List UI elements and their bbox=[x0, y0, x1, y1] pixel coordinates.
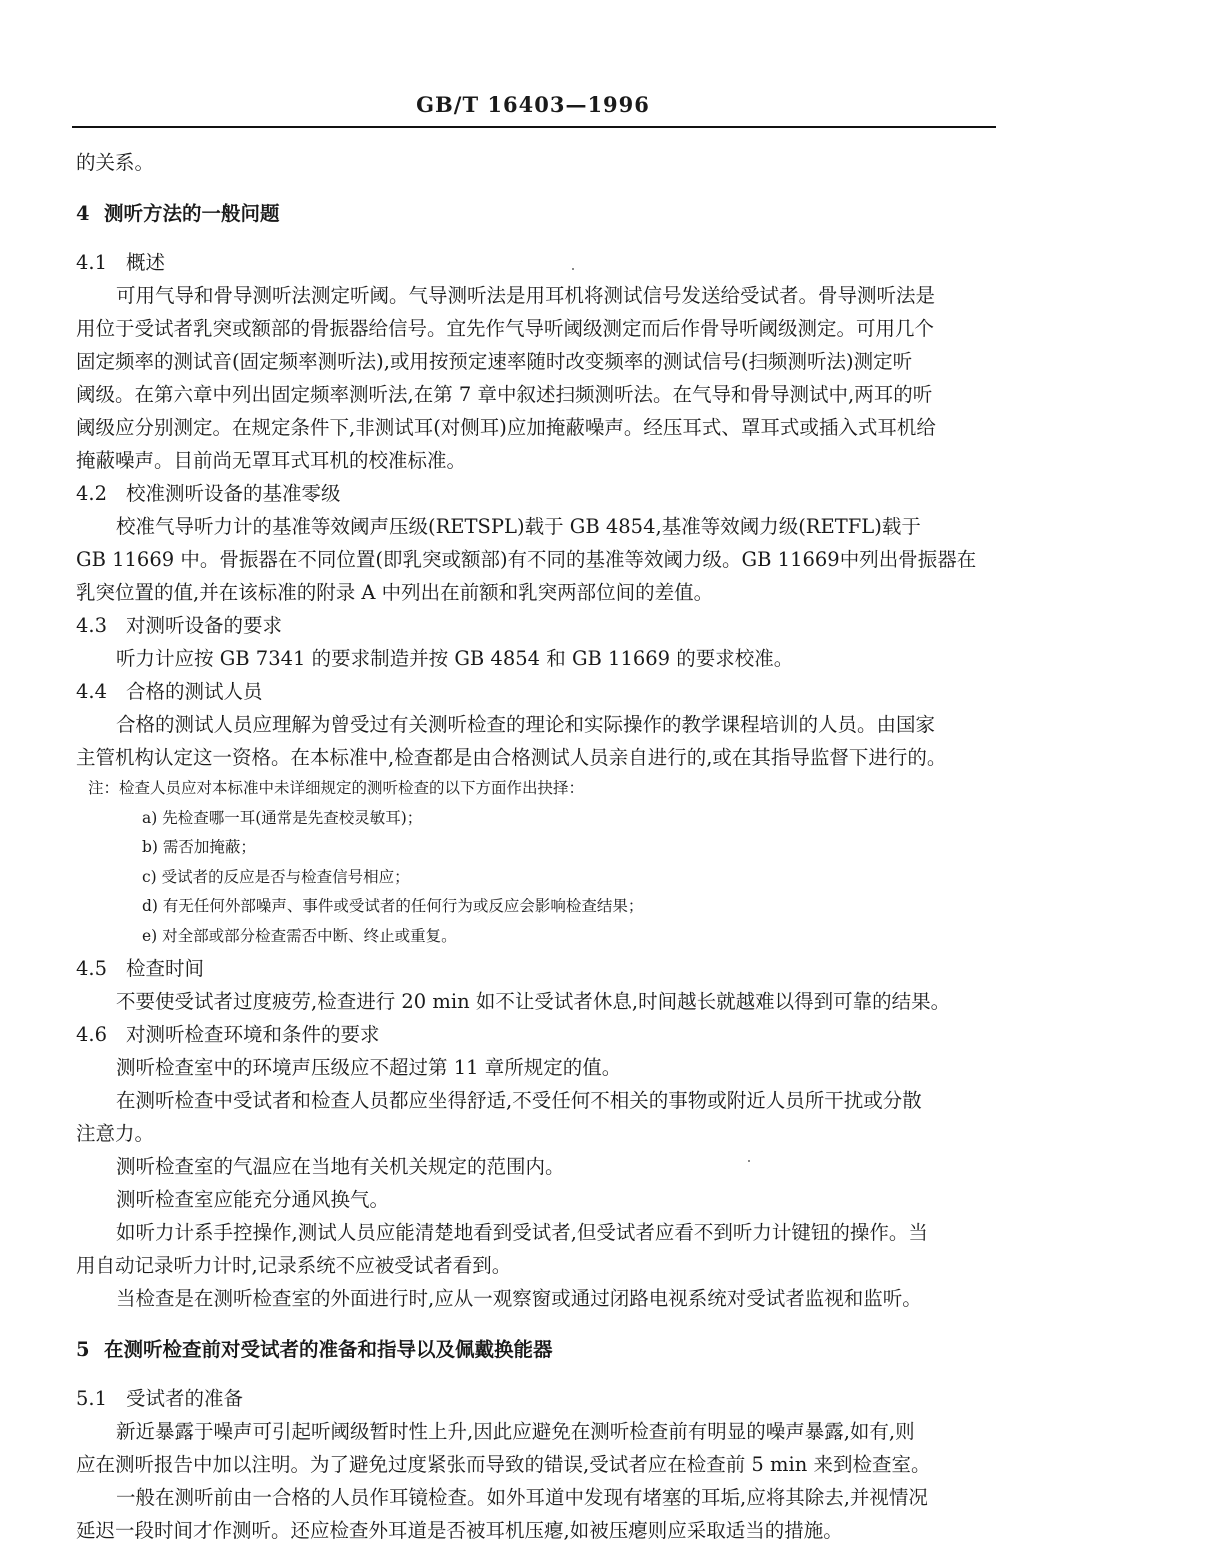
s5-1-line: 延迟一段时间才作测听。还应检查外耳道是否被耳机压瘪,如被压瘪则应采取适当的措施。 bbox=[76, 1518, 843, 1542]
s4-2-line: 校准气导听力计的基准等效阈声压级(RETSPL)载于 GB 4854,基准等效阈力级(RETFL)载于 bbox=[116, 515, 921, 538]
section-4-1-number: 4.1 bbox=[76, 251, 108, 274]
s4-6-line: 如听力计系手控操作,测试人员应能清楚地看到受试者,但受试者应看不到听力计键钮的操作。当 bbox=[116, 1220, 928, 1244]
section-4-3-title: 对测听设备的要求 bbox=[126, 614, 283, 637]
s4-6-line: 用自动记录听力计时,记录系统不应被受试者看到。 bbox=[76, 1253, 512, 1277]
s4-1-line: 用位于受试者乳突或额部的骨振器给信号。宜先作气导听阈级测定而后作骨导听阈级测定。可用几个 bbox=[76, 317, 935, 340]
s4-6-line: 测听检查室的气温应在当地有关机关规定的范围内。 bbox=[116, 1154, 565, 1178]
section-4-number: 4 bbox=[76, 202, 90, 225]
s4-6-line: 在测听检查中受试者和检查人员都应坐得舒适,不受任何不相关的事物或附近人员所干扰或分散 bbox=[116, 1088, 922, 1112]
section-4-4-title: 合格的测试人员 bbox=[126, 680, 263, 703]
section-4-2-heading bbox=[76, 477, 996, 510]
s4-5-line: 不要使受试者过度疲劳,检查进行 20 min 如不让受试者休息,时间越长就越难以得到可靠的结果。 bbox=[116, 989, 951, 1013]
section-4-4-number: 4.4 bbox=[76, 680, 108, 703]
s4-4-line: 主管机构认定这一资格。在本标准中,检查都是由合格测试人员亲自进行的,或在其指导监督下进行的。 bbox=[76, 746, 947, 769]
s5-1-line: 应在测听报告中加以注明。为了避免过度紧张而导致的错误,受试者应在检查前 5 min 来到检查室。 bbox=[76, 1452, 931, 1476]
s4-1-line: 可用气导和骨导测听法测定听阈。气导测听法是用耳机将测试信号发送给受试者。骨导测听法是 bbox=[116, 284, 936, 307]
note-item: e) 对全部或部分检查需否中断、终止或重复。 bbox=[142, 926, 457, 945]
document-header-code: GB/T 16403—1996 bbox=[416, 92, 650, 117]
section-4-1-heading bbox=[76, 246, 996, 279]
header-rule bbox=[72, 126, 996, 128]
document-body bbox=[76, 146, 996, 1547]
s4-1-line: 阈级。在第六章中列出固定频率测听法,在第 7 章中叙述扫频测听法。在气导和骨导测试中,两耳的听 bbox=[76, 383, 933, 406]
note-item: d) 有无任何外部噪声、事件或受试者的任何行为或反应会影响检查结果； bbox=[142, 897, 644, 916]
section-4-2-title: 校准测听设备的基准零级 bbox=[126, 482, 341, 505]
s4-1-line: 固定频率的测试音(固定频率测听法),或用按预定速率随时改变频率的测试信号(扫频测听法)测定听 bbox=[76, 350, 913, 373]
s4-4-note: 注：检查人员应对本标准中未详细规定的测听检查的以下方面作出抉择： bbox=[88, 779, 585, 797]
s4-4-line: 合格的测试人员应理解为曾受过有关测听检查的理论和实际操作的教学课程培训的人员。由国家 bbox=[116, 713, 936, 736]
s4-6-line: 注意力。 bbox=[76, 1121, 155, 1145]
s4-1-line: 掩蔽噪声。目前尚无罩耳式耳机的校准标准。 bbox=[76, 449, 467, 472]
s4-6-line: 测听检查室应能充分通风换气。 bbox=[116, 1187, 390, 1211]
section-4-6-number: 4.6 bbox=[76, 1022, 108, 1046]
s4-6-line: 当检查是在测听检查室的外面进行时,应从一观察窗或通过闭路电视系统对受试者监视和监听。 bbox=[116, 1286, 922, 1310]
s5-1-line: 新近暴露于噪声可引起听阈级暂时性上升,因此应避免在测听检查前有明显的噪声暴露,如有,则 bbox=[116, 1419, 915, 1443]
section-4-5-title: 检查时间 bbox=[126, 956, 205, 980]
note-item: c) 受试者的反应是否与检查信号相应； bbox=[142, 867, 410, 886]
section-4-3-heading bbox=[76, 609, 996, 642]
note-item: a) 先检查哪一耳(通常是先查校灵敏耳)； bbox=[142, 808, 423, 827]
section-5-1-number: 5.1 bbox=[76, 1386, 108, 1410]
s4-3-line: 听力计应按 GB 7341 的要求制造并按 GB 4854 和 GB 11669 的要求校准。 bbox=[116, 647, 794, 670]
section-4-title: 测听方法的一般问题 bbox=[104, 202, 280, 225]
section-4-5-heading bbox=[76, 952, 996, 985]
note-item: b) 需否加掩蔽； bbox=[142, 838, 256, 857]
section-5-number: 5 bbox=[76, 1337, 90, 1361]
scan-speck bbox=[572, 268, 574, 270]
section-4-6-heading bbox=[76, 1018, 996, 1051]
section-4-5-number: 4.5 bbox=[76, 956, 108, 980]
s4-2-line: GB 11669 中。骨振器在不同位置(即乳突或额部)有不同的基准等效阈力级。GB 11669中列出骨振器在 bbox=[76, 548, 977, 571]
section-4-4-heading bbox=[76, 675, 996, 708]
section-5-1-title: 受试者的准备 bbox=[126, 1386, 244, 1410]
section-4-1-title: 概述 bbox=[126, 251, 166, 274]
scan-speck bbox=[748, 1160, 750, 1162]
section-4-heading bbox=[76, 197, 996, 230]
s4-1-line: 阈级应分别测定。在规定条件下,非测试耳(对侧耳)应加掩蔽噪声。经压耳式、罩耳式或插入式耳机给 bbox=[76, 416, 936, 439]
section-5-title: 在测听检查前对受试者的准备和指导以及佩戴换能器 bbox=[104, 1337, 553, 1361]
intro-tail: 的关系。 bbox=[76, 151, 155, 174]
section-4-2-number: 4.2 bbox=[76, 482, 108, 505]
s5-1-line: 一般在测听前由一合格的人员作耳镜检查。如外耳道中发现有堵塞的耳垢,应将其除去,并视情况 bbox=[116, 1485, 928, 1509]
section-4-6-title: 对测听检查环境和条件的要求 bbox=[126, 1022, 380, 1046]
s4-2-line: 乳突位置的值,并在该标准的附录 A 中列出在前额和乳突两部位间的差值。 bbox=[76, 581, 714, 604]
section-5-heading bbox=[76, 1333, 996, 1366]
section-4-3-number: 4.3 bbox=[76, 614, 108, 637]
section-5-1-heading bbox=[76, 1382, 996, 1415]
s4-6-line: 测听检查室中的环境声压级应不超过第 11 章所规定的值。 bbox=[116, 1055, 622, 1079]
